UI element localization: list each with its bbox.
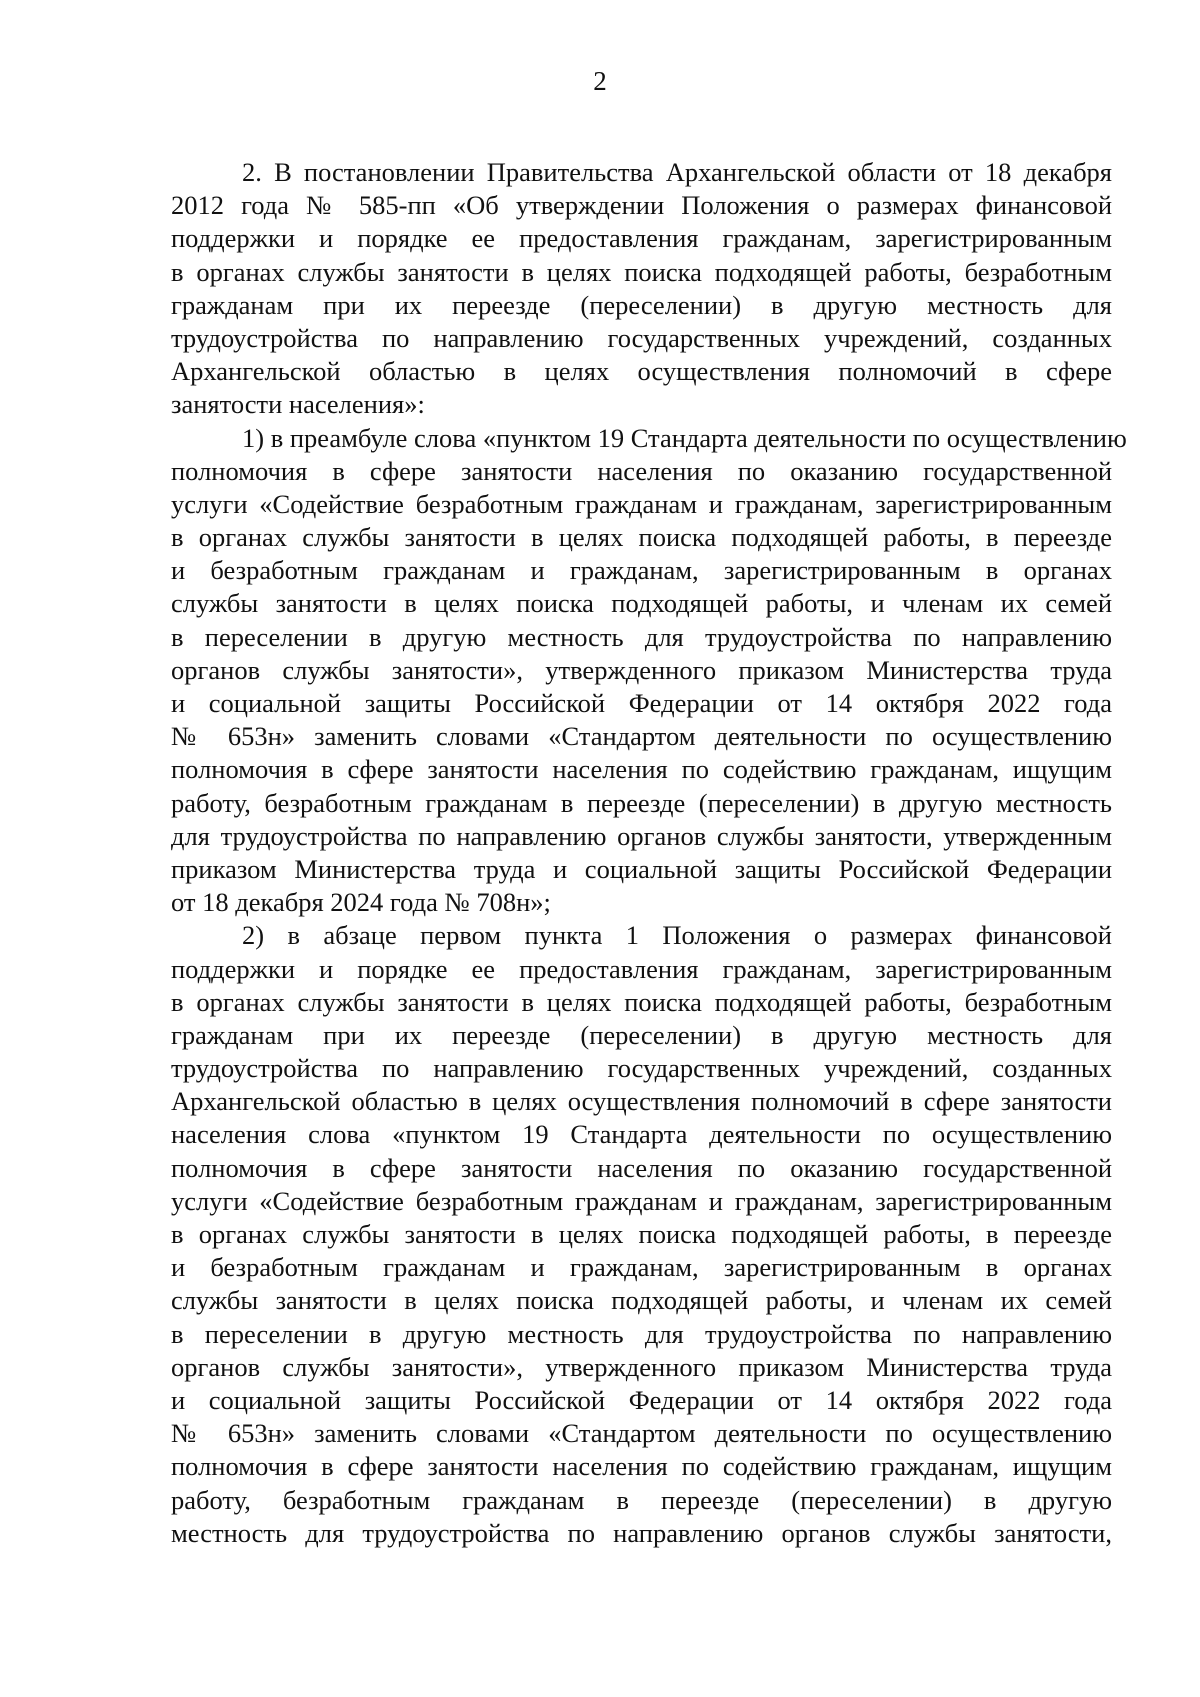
text-line: трудоустройства по направлению государственных учреждений, созданных bbox=[171, 1053, 1112, 1084]
text-line: Архангельской областью в целях осуществления полномочий в сфере bbox=[171, 356, 1112, 387]
text-line: поддержки и порядке ее предоставления гражданам, зарегистрированным bbox=[171, 953, 1112, 984]
text-line: работу, безработным гражданам в переезде (переселении) в другую местность bbox=[171, 787, 1112, 818]
page-number: 2 bbox=[593, 66, 607, 96]
text-line: трудоустройства по направлению государственных учреждений, созданных bbox=[171, 322, 1112, 353]
text-line: в органах службы занятости в целях поиска подходящей работы, безработным bbox=[171, 256, 1112, 287]
text-line: полномочия в сфере занятости населения по оказанию государственной bbox=[171, 1152, 1112, 1183]
text-line: и социальной защиты Российской Федерации от 14 октября 2022 года bbox=[171, 1384, 1112, 1415]
text-line: услуги «Содействие безработным гражданам и гражданам, зарегистрированным bbox=[171, 1185, 1112, 1216]
text-line: гражданам при их переезде (переселении) в другую местность для bbox=[171, 1019, 1112, 1050]
text-line: полномочия в сфере занятости населения по содействию гражданам, ищущим bbox=[171, 1451, 1112, 1482]
text-line: 2) в абзаце первом пункта 1 Положения о размерах финансовой bbox=[242, 920, 1112, 951]
text-line: в органах службы занятости в целях поиска подходящей работы, в переезде bbox=[171, 522, 1112, 553]
text-line: № 653н» заменить словами «Стандартом деятельности по осуществлению bbox=[171, 721, 1112, 752]
text-line: услуги «Содействие безработным гражданам и гражданам, зарегистрированным bbox=[171, 488, 1112, 519]
text-line: полномочия в сфере занятости населения по содействию гражданам, ищущим bbox=[171, 754, 1112, 785]
text-line: в переселении в другую местность для трудоустройства по направлению bbox=[171, 621, 1112, 652]
text-line: приказом Министерства труда и социальной защиты Российской Федерации bbox=[171, 853, 1112, 884]
text-line: занятости населения»: bbox=[171, 389, 425, 420]
text-line: органов службы занятости», утвержденного приказом Министерства труда bbox=[171, 1351, 1112, 1382]
text-line: работу, безработным гражданам в переезде (переселении) в другую bbox=[171, 1484, 1112, 1515]
text-line: полномочия в сфере занятости населения по оказанию государственной bbox=[171, 455, 1112, 486]
text-line: населения слова «пунктом 19 Стандарта деятельности по осуществлению bbox=[171, 1119, 1112, 1150]
text-line: от 18 декабря 2024 года № 708н»; bbox=[171, 887, 551, 918]
document-body bbox=[171, 156, 1127, 1550]
text-line: 2. В постановлении Правительства Архангельской области от 18 декабря bbox=[242, 157, 1112, 187]
text-line: и безработным гражданам и гражданам, зарегистрированным в органах bbox=[171, 1252, 1112, 1283]
text-line: в органах службы занятости в целях поиска подходящей работы, безработным bbox=[171, 986, 1112, 1017]
text-line: 1) в преамбуле слова «пунктом 19 Стандарта деятельности по осуществлению bbox=[242, 422, 1127, 453]
text-line: № 653н» заменить словами «Стандартом деятельности по осуществлению bbox=[171, 1418, 1112, 1449]
text-line: и социальной защиты Российской Федерации от 14 октября 2022 года bbox=[171, 688, 1112, 718]
text-line: для трудоустройства по направлению органов службы занятости, утвержденным bbox=[171, 820, 1112, 851]
text-line: 2012 года № 585-пп «Об утверждении Положения о размерах финансовой bbox=[171, 190, 1112, 221]
text-line: поддержки и порядке ее предоставления гражданам, зарегистрированным bbox=[171, 223, 1112, 254]
text-line: службы занятости в целях поиска подходящей работы, и членам их семей bbox=[171, 1285, 1112, 1316]
text-line: и безработным гражданам и гражданам, зарегистрированным в органах bbox=[171, 555, 1112, 586]
text-line: органов службы занятости», утвержденного приказом Министерства труда bbox=[171, 654, 1112, 685]
text-line: гражданам при их переезде (переселении) в другую местность для bbox=[171, 289, 1112, 320]
text-line: в органах службы занятости в целях поиска подходящей работы, в переезде bbox=[171, 1219, 1112, 1249]
text-line: Архангельской областью в целях осуществления полномочий в сфере занятости bbox=[171, 1086, 1112, 1117]
text-line: в переселении в другую местность для трудоустройства по направлению bbox=[171, 1318, 1112, 1349]
text-line: службы занятости в целях поиска подходящей работы, и членам их семей bbox=[171, 588, 1112, 619]
text-line: местность для трудоустройства по направлению органов службы занятости, bbox=[171, 1517, 1112, 1548]
